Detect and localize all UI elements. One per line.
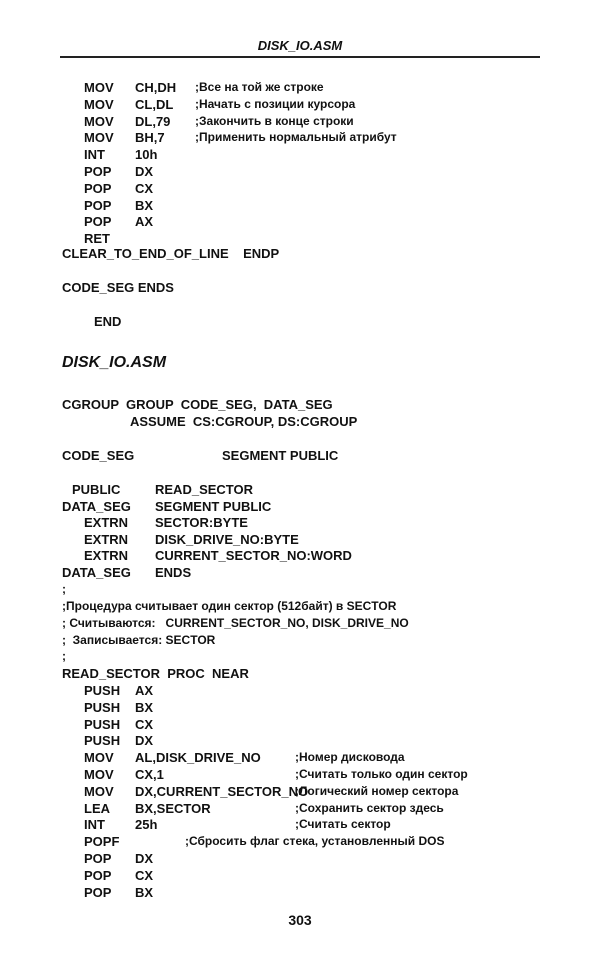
public-op: PUBLIC: [72, 482, 121, 497]
code-op: PUSH: [84, 699, 121, 715]
end-line: END: [94, 314, 122, 329]
code-op: POP: [84, 214, 112, 230]
code-op: POP: [84, 180, 112, 196]
code-arg: BX: [135, 197, 154, 213]
code-arg: BX: [135, 699, 154, 715]
code-op: POP: [84, 851, 112, 866]
code-op: MOV: [84, 130, 114, 146]
assume-line: ASSUME CS:CGROUP, DS:CGROUP: [130, 414, 358, 429]
code-op: POPF: [84, 834, 120, 850]
section-title: DISK_IO.ASM: [62, 354, 167, 371]
endp-line: CLEAR_TO_END_OF_LINE ENDP: [62, 246, 280, 261]
code-arg: CX: [135, 867, 154, 883]
data-seg-arg: SEGMENT PUBLIC: [155, 499, 272, 514]
code-op: MOV: [84, 783, 114, 799]
code-arg: CX: [135, 716, 154, 732]
code-op: POP: [84, 867, 112, 883]
code-comment: ;Применить нормальный атрибут: [195, 130, 397, 145]
public-arg: READ_SECTOR: [155, 482, 254, 497]
code-arg: BX,SECTOR: [135, 800, 211, 816]
code-comment: ;Считать сектор: [295, 817, 391, 832]
code-op: INT: [84, 817, 105, 833]
code-op: LEA: [84, 800, 110, 816]
comment-line: ;: [62, 582, 66, 596]
code-op: PUSH: [84, 733, 121, 749]
code-arg: 25h: [135, 817, 158, 833]
code-comment: ;Начать с позиции курсора: [195, 96, 356, 111]
code-arg: DX: [135, 164, 154, 179]
page-number: 303: [288, 912, 312, 928]
code-arg: CL,DL: [135, 96, 174, 112]
code-arg: BH,7: [135, 130, 165, 146]
data-seg-ends-label: DATA_SEG: [62, 565, 131, 580]
extrn-arg: CURRENT_SECTOR_NO:WORD: [155, 548, 352, 563]
code-op: POP: [84, 197, 112, 213]
code-arg: DX: [135, 851, 154, 866]
code-comment: ;Закончить в конце строки: [195, 113, 354, 128]
code-comment: ;Сохранить сектор здесь: [295, 800, 444, 815]
code-op: MOV: [84, 750, 114, 766]
code-arg: 10h: [135, 147, 158, 163]
comment-line: ; Считываются: CURRENT_SECTOR_NO, DISK_DRIVE_NO: [62, 616, 409, 630]
code-seg-ends-line: CODE_SEG ENDS: [62, 280, 174, 295]
code-op: MOV: [84, 96, 114, 112]
code-comment: ;Логический номер сектора: [295, 783, 459, 798]
code-op: MOV: [84, 80, 114, 95]
cgroup-line: CGROUP GROUP CODE_SEG, DATA_SEG: [62, 397, 333, 412]
code-op: POP: [84, 884, 112, 900]
header-rule: [60, 56, 540, 58]
extrn-op: EXTRN: [84, 532, 129, 547]
code-arg: AL,DISK_DRIVE_NO: [135, 750, 261, 766]
code-comment: ;Все на той же строке: [195, 80, 324, 94]
comment-line: ; Записывается: SECTOR: [62, 633, 216, 647]
code-arg: CX,1: [135, 767, 164, 782]
extrn-op: EXTRN: [84, 548, 129, 563]
code-comment: ;Сбросить флаг стека, установленный DOS: [185, 834, 445, 849]
code-op: PUSH: [84, 683, 121, 698]
code-arg: DX: [135, 733, 154, 749]
code-op: MOV: [84, 113, 114, 129]
segment-public: SEGMENT PUBLIC: [222, 448, 339, 463]
code-arg: CH,DH: [135, 80, 177, 95]
comment-line: ;: [62, 649, 66, 663]
code-arg: DL,79: [135, 113, 171, 129]
code-op: POP: [84, 164, 112, 179]
code-op: PUSH: [84, 716, 121, 732]
code-arg: DX,CURRENT_SECTOR_NO: [135, 783, 309, 799]
extrn-arg: SECTOR:BYTE: [155, 515, 248, 530]
proc-line: READ_SECTOR PROC NEAR: [62, 666, 249, 681]
data-seg-label: DATA_SEG: [62, 499, 131, 514]
running-header: DISK_IO.ASM: [257, 38, 343, 53]
code-arg: AX: [135, 214, 154, 230]
code-op: MOV: [84, 767, 114, 782]
extrn-op: EXTRN: [84, 515, 129, 530]
code-arg: CX: [135, 180, 154, 196]
code-op: RET: [84, 231, 110, 247]
code-seg-label: CODE_SEG: [62, 448, 135, 463]
code-comment: ;Считать только один сектор: [295, 767, 468, 781]
code-arg: AX: [135, 683, 154, 698]
extrn-arg: DISK_DRIVE_NO:BYTE: [155, 532, 299, 547]
code-op: INT: [84, 147, 105, 163]
data-seg-ends-arg: ENDS: [155, 565, 192, 580]
code-comment: ;Номер дисковода: [295, 750, 405, 765]
comment-line: ;Процедура считывает один сектор (512байт) в SECTOR: [62, 599, 397, 613]
code-arg: BX: [135, 884, 154, 900]
